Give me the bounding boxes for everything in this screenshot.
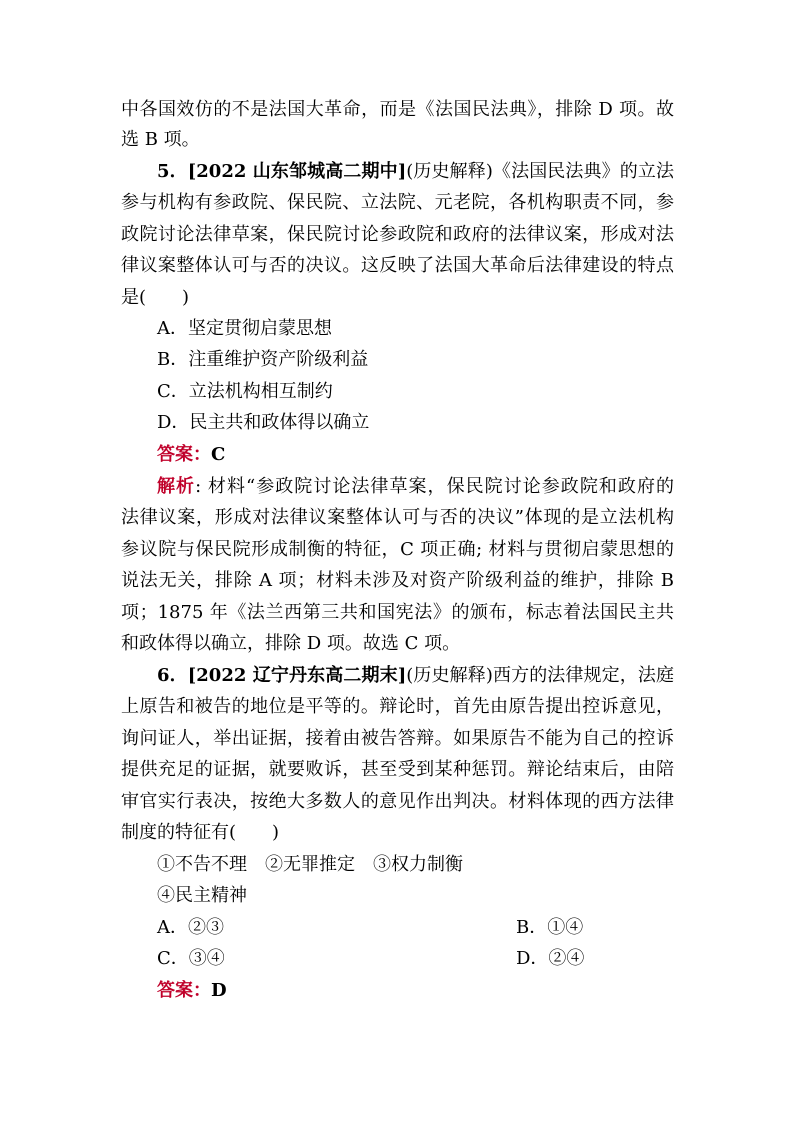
option-b: B．①④ [516,917,584,938]
answer-label: 答案： [157,444,211,465]
option-b: B．注重维护资产阶级利益 [157,349,369,370]
question-text: (历史解释)《法国民法典》的立法 [406,161,675,182]
text-line: 审官实行表决，按绝大多数人的意见作出判决。材料体现的西方法律 [121,791,674,812]
answer-value: C [211,444,226,465]
text-line: 提供充足的证据，就要败诉，甚至受到某种惩罚。辩论结束后，由陪 [121,759,674,780]
text-line: 法律议案，形成对法律议案整体认可与否的决议”体现的是立法机构 [121,507,674,528]
option-c: C．立法机构相互制约 [157,381,333,402]
text-line: 选 B 项。 [121,129,200,150]
option-a: A．②③ [157,917,224,938]
text-line: 询问证人，举出证据，接着由被告答辩。如果原告不能为自己的控诉 [121,728,674,749]
text-line: 参与机构有参政院、保民院、立法院、元老院，各机构职责不同，参 [121,192,674,213]
text-line: 律议案整体认可与否的决议。这反映了法国大革命后法律建设的特点 [121,255,674,276]
text-line: 说法无关，排除 A 项；材料未涉及对资产阶级利益的维护，排除 B [121,570,674,591]
statement-list: ①不告不理 ②无罪推定 ③权力制衡 [157,854,463,875]
answer-line [157,980,227,1002]
question-source: [2022 山东邹城高二期中] [187,161,407,182]
question-source: [2022 辽宁丹东高二期末] [187,665,407,686]
text-line: 项；1875 年《法兰西第三共和国宪法》的颁布，标志着法国民主共 [121,602,674,623]
answer-value: D [211,980,227,1001]
option-a: A．坚定贯彻启蒙思想 [157,318,332,339]
text-line: 制度的特征有( ) [121,822,280,843]
text-line: 政院讨论法律草案，保民院讨论参政院和政府的法律议案，形成对法 [121,224,674,245]
answer-line [157,444,225,466]
answer-label: 答案： [157,980,211,1001]
question-6-stem [157,665,674,687]
explanation-text: : 材料“参政院讨论法律草案，保民院讨论参政院和政府的 [195,476,674,497]
text-line: 上原告和被告的地位是平等的。辩论时，首先由原告提出控诉意见， [121,696,674,717]
option-c: C．③④ [157,948,225,969]
explanation-label: 解析 [157,476,196,497]
question-number: 6． [157,665,188,686]
option-d: D．民主共和政体得以确立 [157,412,370,433]
question-number: 5． [157,161,188,182]
explanation-line [157,476,674,498]
statement-list: ④民主精神 [157,885,247,906]
question-5-stem [157,161,674,183]
question-text: (历史解释)西方的法律规定，法庭 [406,665,675,686]
text-line: 参议院与保民院形成制衡的特征，C 项正确; 材料与贯彻启蒙思想的 [121,539,674,560]
text-line: 是( ) [121,287,190,308]
option-d: D．②④ [516,948,585,969]
text-line: 和政体得以确立，排除 D 项。故选 C 项。 [121,633,461,654]
text-line: 中各国效仿的不是法国大革命，而是《法国民法典》，排除 D 项。故 [121,99,674,120]
